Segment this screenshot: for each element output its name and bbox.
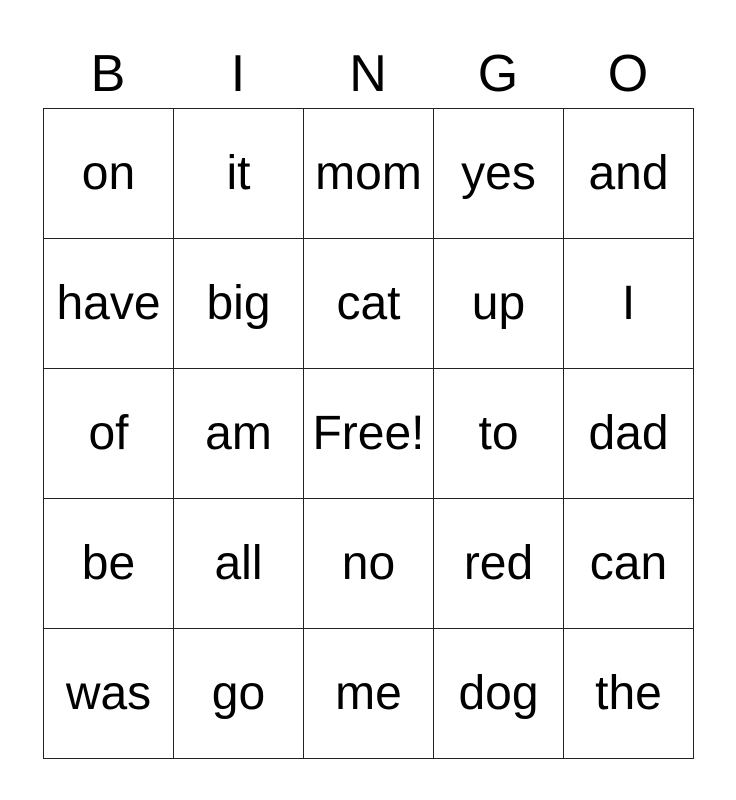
bingo-cell[interactable]: all [174,499,304,629]
bingo-cell[interactable]: am [174,369,304,499]
bingo-cell[interactable]: up [434,239,564,369]
bingo-cell[interactable]: no [304,499,434,629]
bingo-cell[interactable]: I [564,239,694,369]
bingo-cell[interactable]: me [304,629,434,759]
bingo-cell[interactable]: the [564,629,694,759]
bingo-cell[interactable]: and [564,109,694,239]
header-letter-o: O [607,45,649,103]
bingo-cell[interactable]: can [564,499,694,629]
header-letter-i: I [230,45,246,103]
bingo-cell[interactable]: have [44,239,174,369]
bingo-cell[interactable]: yes [434,109,564,239]
bingo-cell[interactable]: dad [564,369,694,499]
bingo-cell[interactable]: mom [304,109,434,239]
bingo-cell[interactable]: to [434,369,564,499]
header-letter-b: B [90,45,126,103]
bingo-cell[interactable]: cat [304,239,434,369]
bingo-cell[interactable]: be [44,499,174,629]
bingo-cell[interactable]: it [174,109,304,239]
bingo-cell[interactable]: of [44,369,174,499]
bingo-cell[interactable]: was [44,629,174,759]
bingo-grid [43,108,694,759]
bingo-cell[interactable]: red [434,499,564,629]
bingo-cell[interactable]: big [174,239,304,369]
bingo-card [43,40,693,759]
bingo-cell[interactable]: go [174,629,304,759]
bingo-cell[interactable]: on [44,109,174,239]
header-letter-g: G [477,45,519,103]
free-space-cell[interactable]: Free! [304,369,434,499]
bingo-cell[interactable]: dog [434,629,564,759]
header-letter-n: N [349,45,387,103]
bingo-header [43,40,693,108]
